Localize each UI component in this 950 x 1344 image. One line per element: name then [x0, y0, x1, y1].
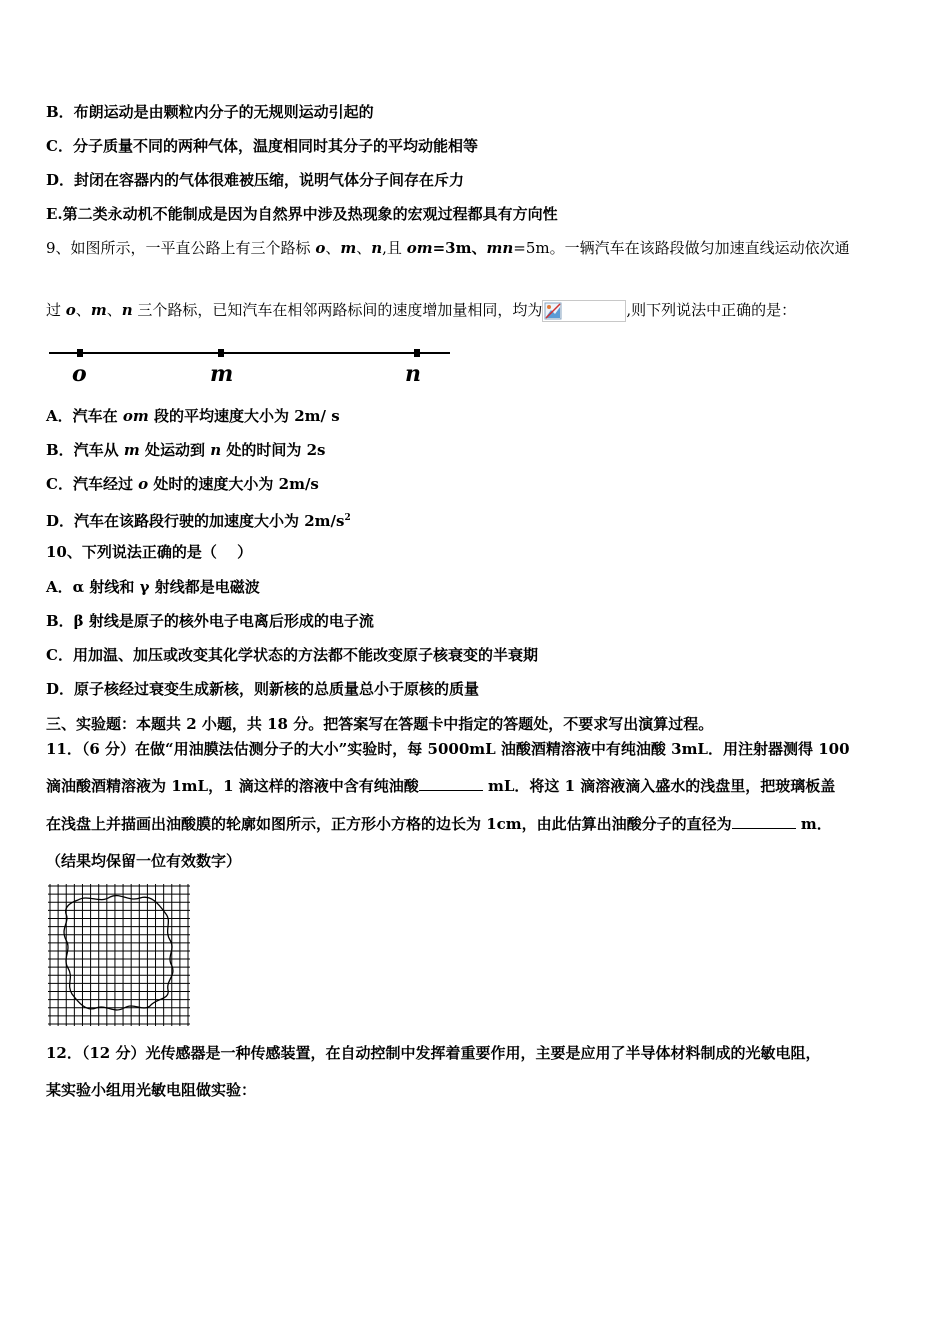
- q8-option-e: E.第二类永动机不能制成是因为自然界中涉及热现象的宏观过程都具有方向性: [46, 205, 558, 223]
- oil-film-grid-figure: [48, 884, 190, 1026]
- q9-option-c: C．汽车经过 o 处时的速度大小为 2m/s: [46, 475, 319, 493]
- label-m: m: [210, 361, 234, 385]
- image-icon: [544, 302, 562, 320]
- q10-option-c: C．用加温、加压或改变其化学状态的方法都不能改变原子核衰变的半衰期: [46, 646, 538, 664]
- q9-option-a: A．汽车在 om 段的平均速度大小为 2m/ s: [46, 407, 340, 425]
- q11-line4: （结果均保留一位有效数字）: [46, 852, 242, 870]
- q9-option-b: B．汽车从 m 处运动到 n 处的时间为 2s: [46, 441, 326, 459]
- answer-blank-2[interactable]: [732, 814, 796, 829]
- q10-stem: 10、下列说法正确的是（ ）: [46, 543, 253, 561]
- q9-stem-line1: 9、如图所示，一平直公路上有三个路标 o、m、n,且 om=3m、mn=5m。一辆汽车在该路段做匀加速直线运动依次通: [46, 239, 850, 257]
- q10-option-b: B．β 射线是原子的核外电子电离后形成的电子流: [46, 612, 374, 630]
- marker-n: [414, 349, 420, 357]
- label-n: n: [405, 361, 421, 385]
- label-o: o: [72, 361, 87, 385]
- q9-option-d: D．汽车在该路段行驶的加速度大小为 $2m/s^2$: [46, 512, 351, 530]
- q8-option-d: D．封闭在容器内的气体很难被压缩，说明气体分子间存在斥力: [46, 171, 465, 189]
- q8-option-c: C．分子质量不同的两种气体，温度相同时其分子的平均动能相等: [46, 137, 478, 155]
- section3-heading: 三、实验题：本题共 2 小题，共 18 分。把答案写在答题卡中指定的答题处，不要求写出演算过程。: [46, 715, 714, 733]
- broken-image-placeholder: [542, 300, 626, 322]
- q11-line3: 在浅盘上并描画出油酸膜的轮廓如图所示，正方形小方格的边长为 1cm，由此估算出油酸分子的直径为 m．: [46, 815, 832, 833]
- q9-stem-line2: 过 o、m、n 三个路标，已知汽车在相邻两路标间的速度增加量相同，均为 ,则下列说法中正确的是：: [46, 300, 796, 322]
- road-diagram: [46, 343, 456, 385]
- q8-option-b: B．布朗运动是由颗粒内分子的无规则运动引起的: [46, 103, 374, 121]
- marker-o: [77, 349, 83, 357]
- q12-line1: 12．（12 分）光传感器是一种传感装置，在自动控制中发挥着重要作用，主要是应用了半导体材料制成的光敏电阻，: [46, 1044, 821, 1062]
- marker-m: [218, 349, 224, 357]
- q10-option-d: D．原子核经过衰变生成新核，则新核的总质量总小于原核的质量: [46, 680, 480, 698]
- answer-blank-1[interactable]: [419, 776, 483, 791]
- q10-option-a: A．α 射线和 γ 射线都是电磁波: [46, 578, 260, 596]
- q12-line2: 某实验小组用光敏电阻做实验：: [46, 1081, 257, 1099]
- q11-line1: 11．（6 分）在做“用油膜法估测分子的大小”实验时，每 5000mL 油酸酒精溶液中有纯油酸 3mL．用注射器测得 100: [46, 740, 850, 758]
- q11-line2: 滴油酸酒精溶液为 1mL，1 滴这样的溶液中含有纯油酸 mL．将这 1 滴溶液滴入盛水的浅盘里，把玻璃板盖: [46, 777, 836, 795]
- oil-film-outline: [64, 896, 173, 1010]
